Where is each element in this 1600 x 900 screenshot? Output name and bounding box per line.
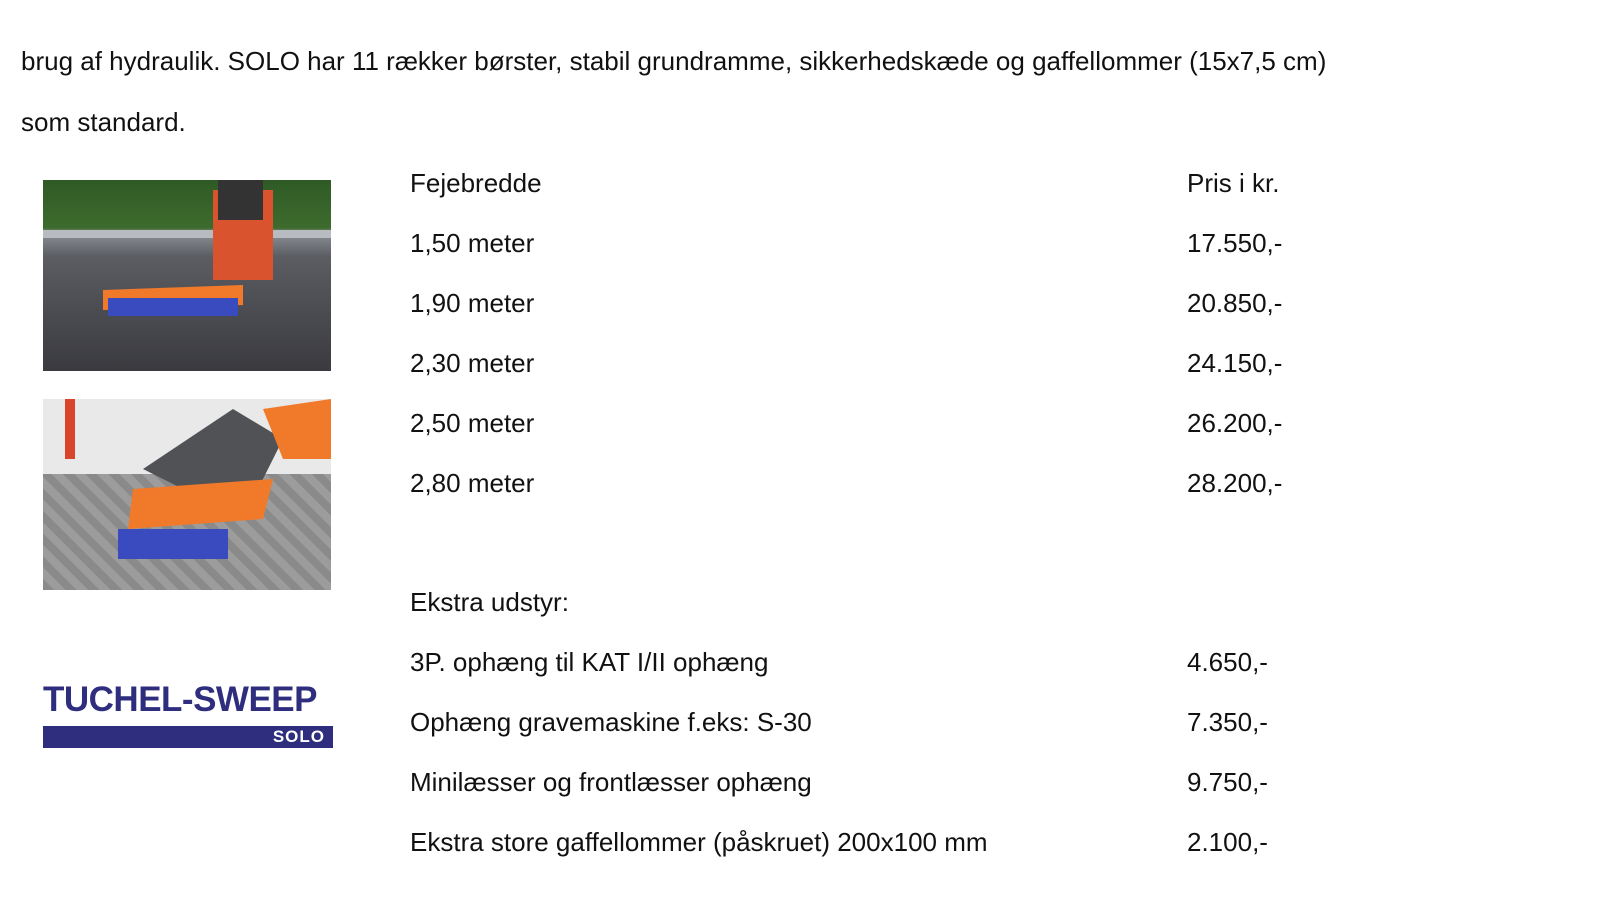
column-header-width: Fejebredde <box>410 168 542 198</box>
row-price: 4.650,- <box>1187 647 1268 677</box>
table-row <box>410 223 1410 263</box>
row-label: 2,30 meter <box>410 348 535 378</box>
forklift-sweeper-photo <box>43 180 331 371</box>
row-price: 24.150,- <box>1187 348 1283 378</box>
table-row <box>410 642 1410 682</box>
extras-heading: Ekstra udstyr: <box>410 587 569 617</box>
forklift-sweeper-illustration <box>43 180 331 371</box>
table-row <box>410 762 1410 802</box>
row-label: 1,50 meter <box>410 228 535 258</box>
loader-sweeper-photo <box>43 399 331 590</box>
table-row <box>410 403 1410 443</box>
row-price: 20.850,- <box>1187 288 1283 318</box>
intro-line-2: som standard. <box>21 107 186 137</box>
row-label: 3P. ophæng til KAT I/II ophæng <box>410 647 769 677</box>
row-label: 2,80 meter <box>410 468 535 498</box>
row-label: Ophæng gravemaskine f.eks: S-30 <box>410 707 812 737</box>
row-price: 17.550,- <box>1187 228 1283 258</box>
logo-brand: TUCHEL-SWEEP <box>43 680 317 719</box>
row-label: Minilæsser og frontlæsser ophæng <box>410 767 812 797</box>
row-price: 9.750,- <box>1187 767 1268 797</box>
column-header-price: Pris i kr. <box>1187 168 1280 198</box>
row-label: 2,50 meter <box>410 408 535 438</box>
table-row <box>410 343 1410 383</box>
table-row <box>410 702 1410 742</box>
price-table-header <box>410 163 1410 203</box>
row-price: 7.350,- <box>1187 707 1268 737</box>
table-row <box>410 822 1410 862</box>
logo-model: SOLO <box>43 726 333 748</box>
tuchel-sweep-logo <box>43 680 335 752</box>
row-label: 1,90 meter <box>410 288 535 318</box>
row-price: 2.100,- <box>1187 827 1268 857</box>
row-price: 26.200,- <box>1187 408 1283 438</box>
intro-line-1: brug af hydraulik. SOLO har 11 rækker børster, stabil grundramme, sikkerhedskæde og gaffellommer (15x7,5 cm) <box>21 46 1327 76</box>
table-row <box>410 463 1410 503</box>
table-row <box>410 283 1410 323</box>
loader-sweeper-illustration <box>43 399 331 590</box>
row-price: 28.200,- <box>1187 468 1283 498</box>
row-label: Ekstra store gaffellommer (påskruet) 200x100 mm <box>410 827 988 857</box>
